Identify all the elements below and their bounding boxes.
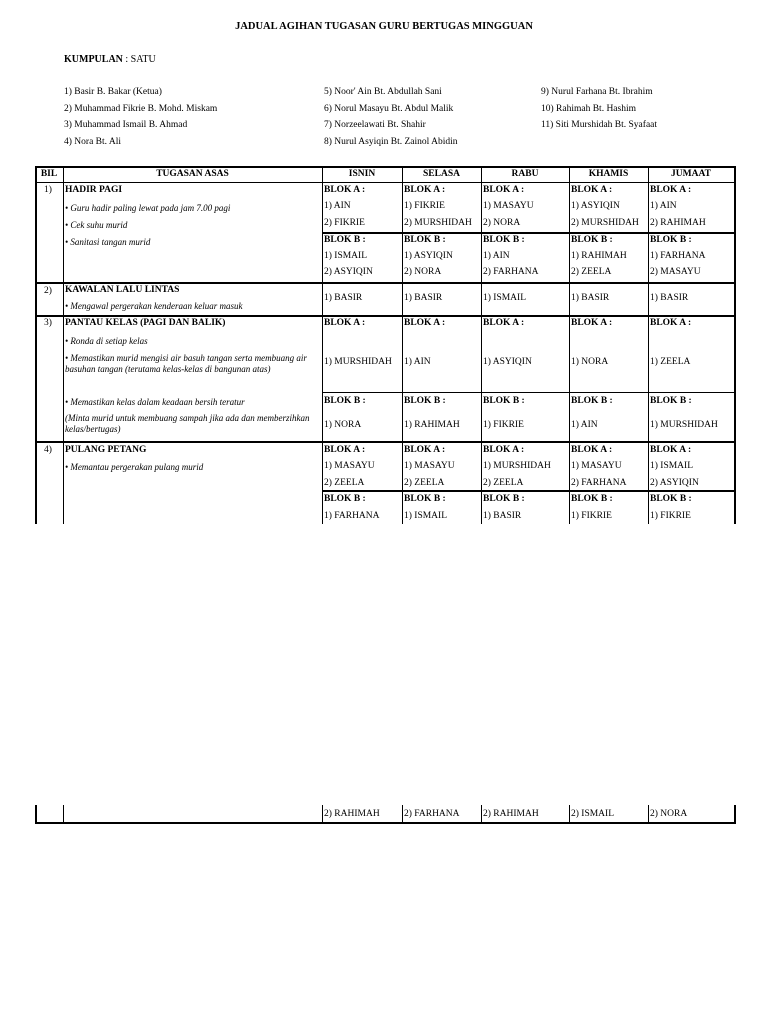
assignment-cell: 2) MURSHIDAH [404,218,472,228]
blok-a-label: BLOK A : [404,318,446,328]
blok-a-label: BLOK A : [404,185,446,195]
blok-a-label: BLOK A : [483,185,525,195]
blok-b-label: BLOK B : [404,235,446,245]
column-rule [648,166,649,524]
assignment-cell: 1) ZEELA [650,357,691,367]
assignment-cell: 1) BASIR [404,293,443,303]
blok-a-label: BLOK A : [650,185,692,195]
blok-b-label: BLOK B : [483,235,525,245]
assignment-cell: 1) FARHANA [650,251,706,261]
blok-b-label: BLOK B : [324,396,366,406]
blok-a-label: BLOK A : [324,185,366,195]
assignment-cell: 1) NORA [571,357,609,367]
member-item: 7) Norzeelawati Bt. Shahir [324,120,426,130]
column-rule [35,166,37,524]
table-header: ISNIN [348,169,376,179]
member-item: 1) Basir B. Bakar (Ketua) [64,87,162,97]
member-item: 2) Muhammad Fikrie B. Mohd. Miskam [64,104,218,114]
member-item: 9) Nurul Farhana Bt. Ibrahim [541,87,653,97]
blok-b-label: BLOK B : [650,235,692,245]
assignment-cell: 1) RAHIMAH [571,251,627,261]
task-note: • Sanitasi tangan murid [65,237,151,247]
blok-a-label: BLOK A : [650,318,692,328]
member-item: 6) Norul Masayu Bt. Abdul Malik [324,104,454,114]
task-note: • Memastikan murid mengisi air basuh tangan serta membuang air basuhan tangan (terutama kelas-kelas di bangunan atas) [65,353,307,374]
table-header: KHAMIS [588,169,629,179]
assignment-cell: 1) MASAYU [404,461,455,471]
blok-a-label: BLOK A : [483,318,525,328]
assignment-cell: 1) ASYIQIN [483,357,532,367]
assignment-cell: 1) ISMAIL [324,251,368,261]
member-item: 3) Muhammad Ismail B. Ahmad [64,120,188,130]
assignment-cell: 1) MASAYU [483,201,534,211]
assignment-cell: 2) NORA [404,267,442,277]
blok-a-label: BLOK A : [650,445,692,455]
assignment-cell: 2) ISMAIL [571,809,615,819]
assignment-cell: 1) AIN [571,420,598,430]
blok-b-label: BLOK B : [404,396,446,406]
blok-b-label: BLOK B : [324,235,366,245]
assignment-cell: 2) ZEELA [571,267,612,277]
assignment-cell: 1) FIKRIE [571,511,612,521]
assignment-cell: 2) ASYIQIN [650,478,699,488]
assignment-cell: 1) BASIR [571,293,610,303]
assignment-cell: 1) ASYIQIN [571,201,620,211]
blok-b-label: BLOK B : [483,494,525,504]
assignment-cell: 1) MURSHIDAH [324,357,392,367]
task-title: HADIR PAGI [65,185,123,195]
blok-rule [322,490,734,492]
blok-b-label: BLOK B : [571,396,613,406]
blok-a-label: BLOK A : [404,445,446,455]
assignment-cell: 1) BASIR [324,293,363,303]
column-rule [734,805,736,824]
column-rule [63,166,64,524]
group-label [64,54,156,65]
blok-b-label: BLOK B : [404,494,446,504]
assignment-cell: 2) MURSHIDAH [571,218,639,228]
assignment-cell: 1) FIKRIE [483,420,524,430]
assignment-cell: 2) NORA [650,809,688,819]
task-note: (Minta murid untuk membuang sampah jika ada dan memberzihkan kelas/bertugas) [65,413,310,434]
assignment-cell: 2) ZEELA [324,478,365,488]
assignment-cell: 1) BASIR [483,511,522,521]
task-note: • Mengawal pergerakan kenderaan keluar masuk [65,301,243,311]
blok-b-label: BLOK B : [650,494,692,504]
assignment-cell: 1) FIKRIE [404,201,445,211]
assignment-cell: 2) FIKRIE [324,218,365,228]
column-rule [322,805,323,824]
blok-b-label: BLOK B : [324,494,366,504]
column-rule [569,805,570,824]
assignment-cell: 1) FIKRIE [650,511,691,521]
member-list [64,87,744,157]
assignment-cell: 1) AIN [324,201,351,211]
task-title: PULANG PETANG [65,445,147,455]
column-rule [569,166,570,524]
blok-a-label: BLOK A : [571,185,613,195]
assignment-cell: 1) NORA [324,420,362,430]
column-rule [481,166,482,524]
blok-rule [322,392,734,393]
member-item: 10) Rahimah Bt. Hashim [541,104,636,114]
group-label-key: KUMPULAN [64,54,123,65]
table-header: RABU [511,169,539,179]
group-label-value: SATU [130,54,156,65]
assignment-cell: 2) FARHANA [483,267,539,277]
assignment-cell: 1) ISMAIL [483,293,527,303]
blok-a-label: BLOK A : [324,318,366,328]
column-rule [648,805,649,824]
column-rule [402,805,403,824]
assignment-cell: 2) FARHANA [404,809,460,819]
member-item: 8) Nurul Asyiqin Bt. Zainol Abidin [324,137,458,147]
assignment-cell: 1) FARHANA [324,511,380,521]
assignment-cell: 1) ISMAIL [404,511,448,521]
task-title: PANTAU KELAS (PAGI DAN BALIK) [65,318,226,328]
task-note: • Guru hadir paling lewat pada jam 7.00 pagi [65,203,231,213]
assignment-cell: 1) ISMAIL [650,461,694,471]
assignment-cell: 2) RAHIMAH [483,809,539,819]
assignment-cell: 1) RAHIMAH [404,420,460,430]
row-number: 3) [44,318,52,328]
task-note: • Cek suhu murid [65,220,128,230]
table-header: BIL [40,169,58,179]
group-label-sep: : [125,54,129,65]
column-rule [481,805,482,824]
member-item: 4) Nora Bt. Ali [64,137,121,147]
assignment-cell: 1) ASYIQIN [404,251,453,261]
member-item: 11) Siti Murshidah Bt. Syafaat [541,120,658,130]
assignment-cell: 1) MASAYU [324,461,375,471]
assignment-cell: 1) BASIR [650,293,689,303]
task-note: • Memantau pergerakan pulang murid [65,462,204,472]
task-note: • Memastikan kelas dalam keadaan bersih teratur [65,397,245,407]
column-rule [402,166,403,524]
row-number: 1) [44,185,52,195]
assignment-cell: 2) ZEELA [483,478,524,488]
assignment-cell: 1) MASAYU [571,461,622,471]
table-top-rule [35,166,735,168]
assignment-cell: 2) RAHIMAH [650,218,706,228]
blok-b-label: BLOK B : [650,396,692,406]
table-bottom-rule [35,822,735,824]
row-rule [35,441,735,443]
row-number: 2) [44,286,52,296]
header-bottom-rule [35,182,735,183]
assignment-cell: 2) MASAYU [650,267,701,277]
assignment-cell: 1) MURSHIDAH [650,420,718,430]
column-rule [63,805,64,824]
assignment-cell: 1) MURSHIDAH [483,461,551,471]
table-header: JUMAAT [671,169,711,179]
blok-a-label: BLOK A : [571,445,613,455]
blok-a-label: BLOK A : [324,445,366,455]
blok-a-label: BLOK A : [483,445,525,455]
task-note: • Ronda di setiap kelas [65,336,148,346]
table-header: TUGASAN ASAS [156,169,229,179]
assignment-cell: 2) ASYIQIN [324,267,373,277]
column-rule [734,166,736,524]
assignment-cell: 2) RAHIMAH [324,809,380,819]
assignment-cell: 2) FARHANA [571,478,627,488]
assignment-cell: 1) AIN [483,251,510,261]
column-rule [322,166,323,524]
blok-b-label: BLOK B : [571,494,613,504]
assignment-cell: 1) AIN [650,201,677,211]
assignment-cell: 2) ZEELA [404,478,445,488]
row-number: 4) [44,445,52,455]
member-item: 5) Noor' Ain Bt. Abdullah Sani [324,87,442,97]
blok-a-label: BLOK A : [571,318,613,328]
assignment-cell: 2) NORA [483,218,521,228]
blok-b-label: BLOK B : [483,396,525,406]
table-header: SELASA [423,169,460,179]
column-rule [35,805,37,824]
task-title: KAWALAN LALU LINTAS [65,285,180,295]
page-title: JADUAL AGIHAN TUGASAN GURU BERTUGAS MINGGUAN [235,21,533,32]
assignment-cell: 1) AIN [404,357,431,367]
blok-b-label: BLOK B : [571,235,613,245]
